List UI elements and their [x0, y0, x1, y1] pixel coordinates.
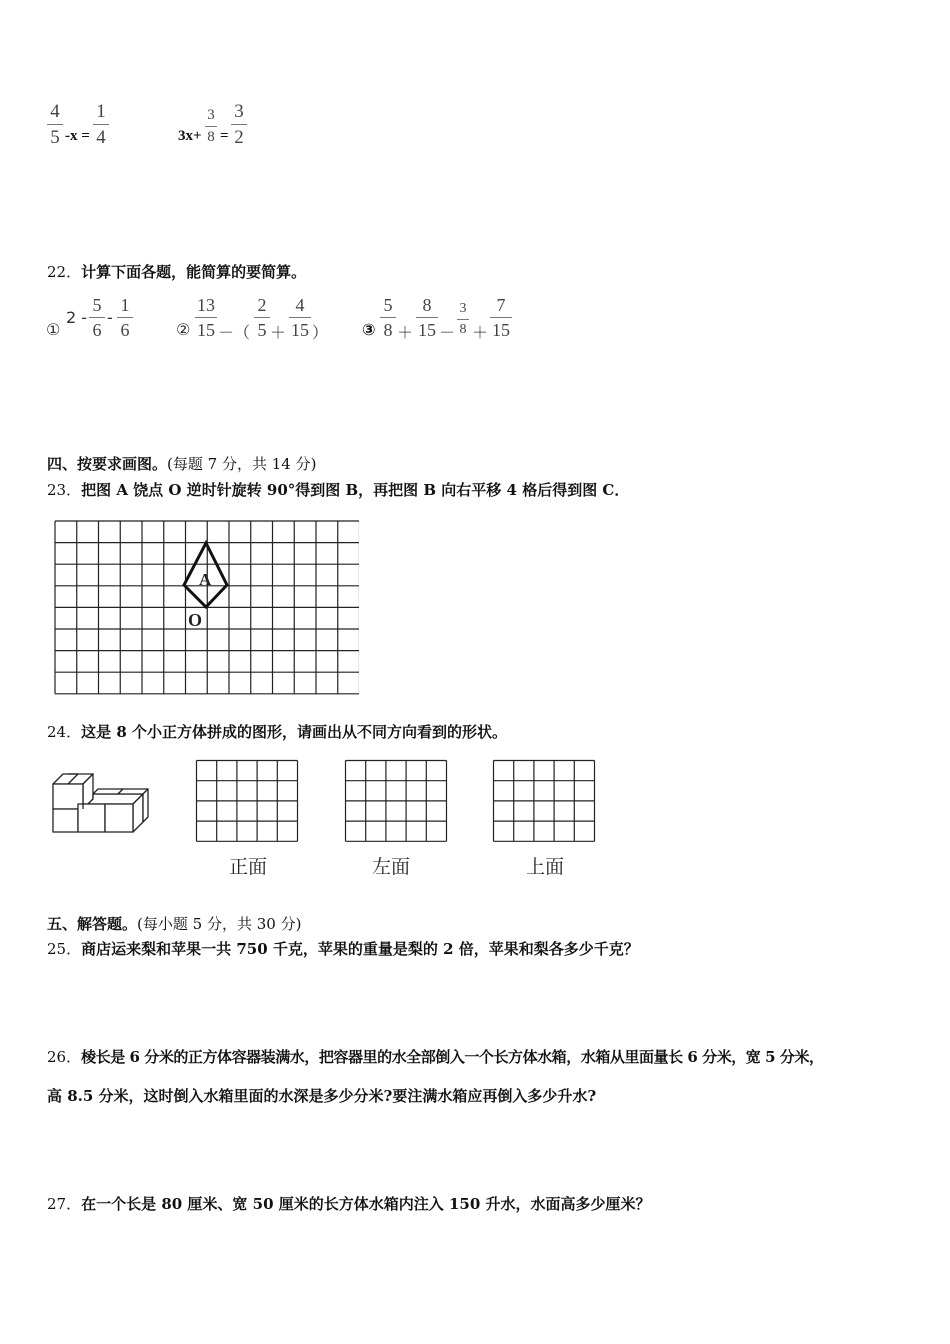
- fraction: 8 15: [418, 295, 436, 340]
- equation-lead: 3x+: [178, 128, 202, 144]
- fraction: 3 2: [231, 102, 247, 147]
- fraction: 1 4: [93, 102, 109, 147]
- calc-operator: ＋: [270, 323, 287, 342]
- fraction: 2 5: [254, 296, 270, 339]
- fraction: 4 15: [291, 295, 309, 340]
- fraction: 4 5: [47, 102, 63, 147]
- question-24: 24．这是 8 个小正方体拼成的图形，请画出从不同方向看到的形状。: [47, 723, 507, 741]
- fraction: 7 15: [492, 295, 510, 340]
- fraction: 5 6: [89, 296, 105, 339]
- calc-operator: ＋: [397, 323, 414, 342]
- fraction: 3 8: [205, 108, 217, 145]
- calc-operator: -: [107, 308, 113, 327]
- calc-operator: 2 -: [66, 308, 88, 327]
- top-view-label: 上面: [526, 856, 565, 878]
- question-26-cont: 高 8.5 分米，这时倒入水箱里面的水深是多少分米?要注满水箱应再倒入多少升水?: [47, 1087, 597, 1105]
- question-23: 23．把图 A 饶点 O 逆时针旋转 90°得到图 B，再把图 B 向右平移 4 格后得到图 C．: [47, 481, 630, 499]
- equation-operator: -x =: [65, 128, 90, 144]
- question-27: 27．在一个长是 80 厘米、宽 50 厘米的长方体水箱内注入 150 升水，水面高多少厘米？: [47, 1195, 651, 1213]
- fraction: 13 15: [197, 295, 215, 340]
- question-26: 26．棱长是 6 分米的正方体容器装满水，把容器里的水全部倒入一个长方体水箱，水箱从里面量长 6 分米，宽 5 分米，: [47, 1048, 824, 1066]
- rotation-grid: [53, 519, 359, 697]
- front-view-grid: [195, 759, 299, 843]
- left-view-grid: [344, 759, 448, 843]
- fraction: 3 8: [457, 302, 469, 337]
- equation-operator: =: [220, 128, 229, 144]
- calc-operator: ）: [312, 323, 329, 342]
- item-mark: ②: [176, 320, 191, 339]
- item-mark: ①: [46, 320, 61, 339]
- item-mark: ③: [362, 320, 376, 339]
- section-4-heading: 四、按要求画图。(每题 7 分，共 14 分): [47, 455, 317, 473]
- front-view-label: 正面: [229, 856, 268, 878]
- calc-operator: ＋: [472, 323, 489, 342]
- shape-a-label: A: [199, 570, 212, 589]
- question-22: 22．计算下面各题，能简算的要简算。: [47, 263, 307, 281]
- fraction: 1 6: [117, 296, 133, 339]
- calc-operator: －: [439, 323, 456, 342]
- point-o-label: O: [188, 610, 203, 630]
- fraction: 5 8: [380, 296, 396, 339]
- cube-figure: [50, 764, 150, 836]
- question-25: 25．商店运来梨和苹果一共 750 千克，苹果的重量是梨的 2 倍，苹果和梨各多少千克？: [47, 940, 639, 958]
- top-view-grid: [492, 759, 596, 843]
- calc-operator: －（: [218, 323, 251, 342]
- section-5-heading: 五、解答题。(每小题 5 分，共 30 分): [47, 915, 302, 933]
- left-view-label: 左面: [372, 856, 411, 878]
